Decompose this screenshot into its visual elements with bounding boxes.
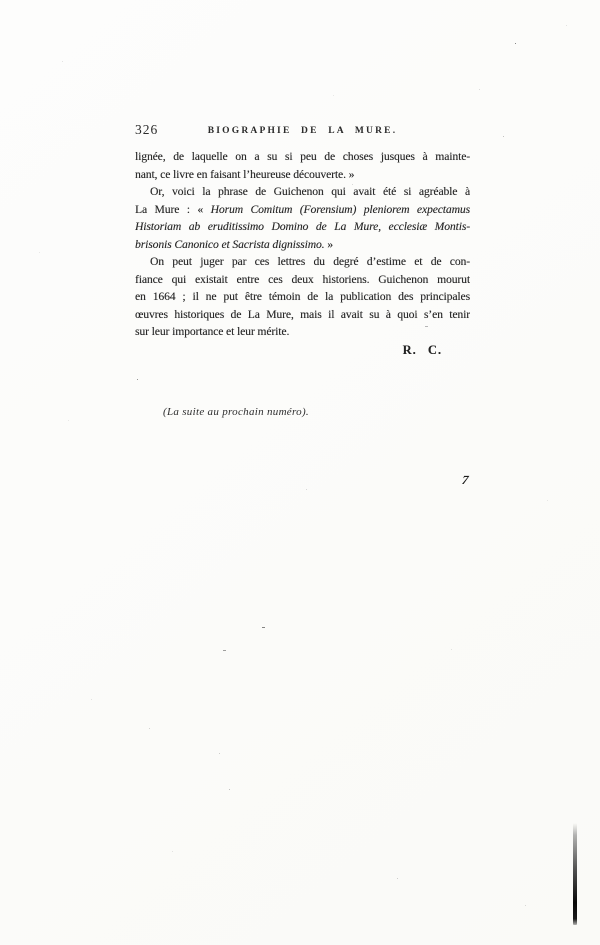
running-head: BIOGRAPHIE DE LA MURE. [207,126,398,136]
body-line [135,271,470,289]
continuation-note: (La suite au prochain numéro). [163,406,309,418]
body-line [135,323,470,341]
body-line [135,236,470,254]
body-line [135,148,470,166]
author-initials: R. C. [402,343,442,357]
printers-mark: 7 [461,473,470,487]
body-line [135,288,470,306]
body-line [135,166,470,184]
text-segment: fiance qui existait entre ces deux historiens. Guichenon mourut [135,272,470,286]
text-segment: On peut juger par ces lettres du degré d’estime et de con- [150,255,470,269]
text-segment: sur leur importance et leur mérite. [135,325,290,339]
body-line [135,306,470,324]
body-line [135,253,470,271]
scan-noise-dashes [0,0,3,1]
body-line [135,183,470,201]
body-text [135,148,470,341]
latin-quote-segment: Historiam ab eruditissimo Domino de La Mure, ecclesiæ Montis- [135,220,470,234]
scan-edge-artifact [573,823,577,925]
latin-quote-segment: Horum Comitum (Forensium) pleniorem expectamus [210,202,470,216]
text-segment: La Mure : « [135,202,211,216]
latin-quote-segment: brisonis Canonico et Sacrista dignissimo. [135,237,325,251]
text-segment: nant, ce livre en faisant l’heureuse découverte. » [135,167,355,181]
text-segment: » [324,237,333,251]
text-segment: œuvres historiques de La Mure, mais il avait su à quoi s’en tenir [135,307,470,321]
text-segment: lignée, de laquelle on a su si peu de choses jusques à mainte- [135,150,470,163]
text-segment: Or, voici la phrase de Guichenon qui avait été si agréable à [150,185,470,199]
text-segment: en 1664 ; il ne put être témoin de la publication des principales [135,290,470,304]
body-line [135,201,470,219]
page-number: 326 [135,122,159,137]
body-line [135,218,470,236]
